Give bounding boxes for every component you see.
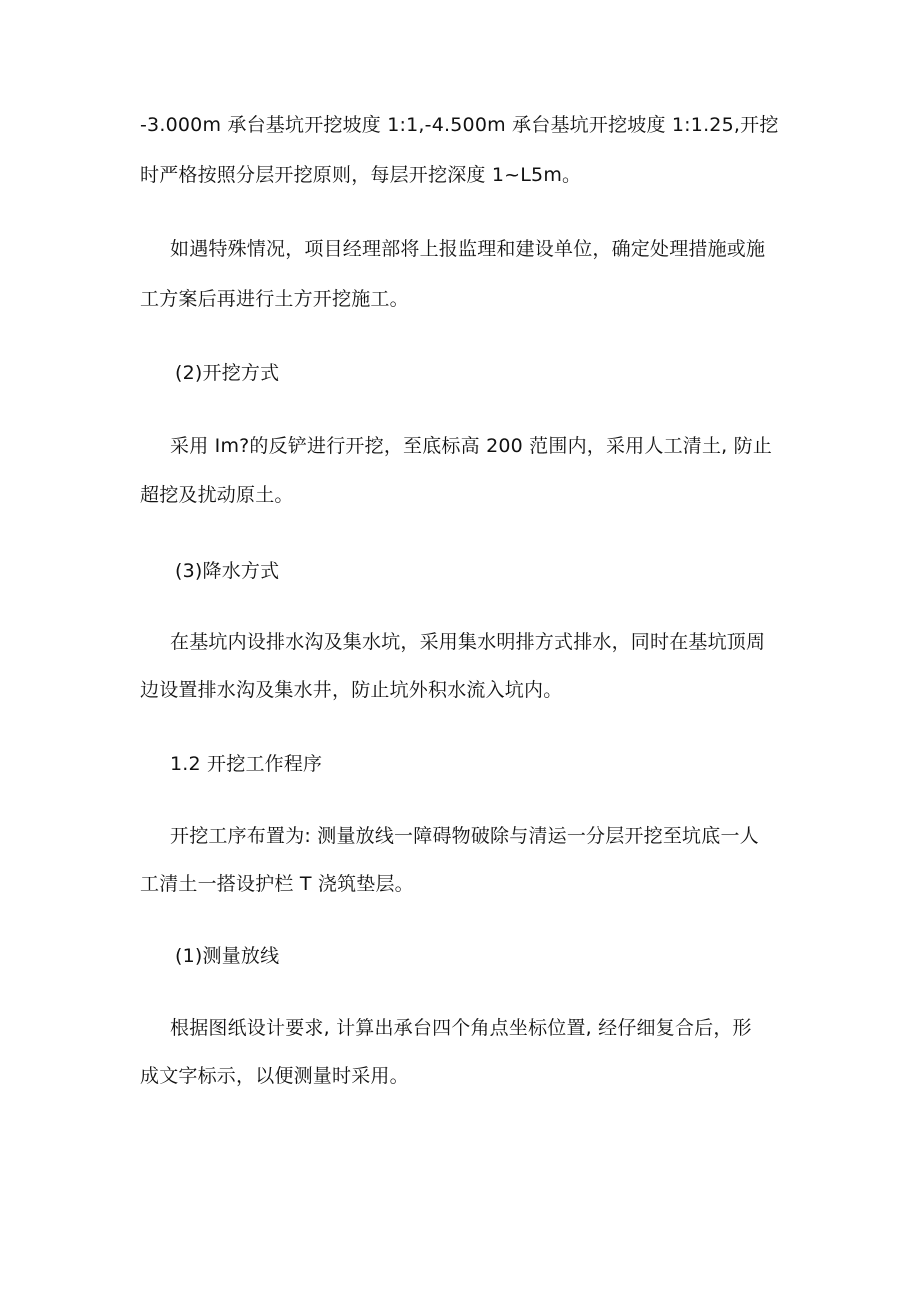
paragraph-1-line-2: 时严格按照分层开挖原则，每层开挖深度 1~L5m。 <box>140 164 582 186</box>
paragraph-5-line-2: 工清土一搭设护栏 T 浇筑垫层。 <box>140 873 414 895</box>
paragraph-1-line-1: -3.000m 承台基坑开挖坡度 1:1,-4.500m 承台基坑开挖坡度 1:1.25,开挖 <box>140 114 779 136</box>
paragraph-3-line-1: 采用 Im?的反铲进行开挖，至底标高 200 范围内，采用人工清土, 防止 <box>170 435 773 457</box>
paragraph-6-line-1: 根据图纸设计要求, 计算出承台四个角点坐标位置, 经仔细复合后，形 <box>170 1017 752 1039</box>
paragraph-3-line-2: 超挖及扰动原土。 <box>140 484 294 506</box>
paragraph-2-line-2: 工方案后再进行土方开挖施工。 <box>140 288 409 310</box>
paragraph-2-line-1: 如遇特殊情况，项目经理部将上报监理和建设单位，确定处理措施或施 <box>170 238 766 260</box>
paragraph-4-line-2: 边设置排水沟及集水井，防止坑外积水流入坑内。 <box>140 679 563 701</box>
subheading-excavation-method: (2)开挖方式 <box>175 362 280 384</box>
paragraph-4-line-1: 在基坑内设排水沟及集水坑，采用集水明排方式排水，同时在基坑顶周 <box>170 631 766 653</box>
section-heading-1-2: 1.2 开挖工作程序 <box>170 753 323 775</box>
paragraph-5-line-1: 开挖工序布置为: 测量放线一障碍物破除与清运一分层开挖至坑底一人 <box>170 825 759 847</box>
subheading-survey-setout: (1)测量放线 <box>175 945 280 967</box>
paragraph-6-line-2: 成文字标示，以便测量时采用。 <box>140 1065 409 1087</box>
subheading-dewatering-method: (3)降水方式 <box>175 560 280 582</box>
